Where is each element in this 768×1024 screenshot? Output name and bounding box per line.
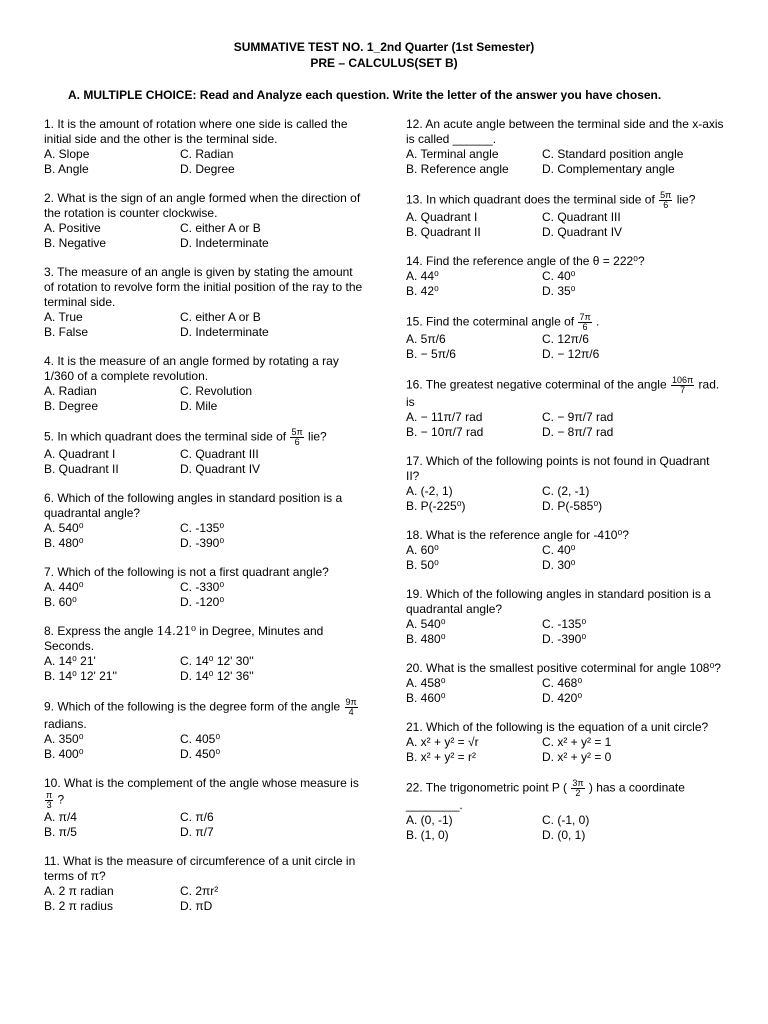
left-column — [44, 117, 364, 928]
answer-options — [44, 310, 364, 340]
answer-options — [406, 617, 726, 647]
answer-choice: D. − 8π/7 rad — [542, 425, 614, 439]
question-text: 15. Find the coterminal angle of — [406, 314, 578, 329]
test-subtitle: PRE – CALCULUS(SET B) — [310, 56, 458, 70]
fraction — [659, 191, 672, 210]
answer-choice: B. x² + y² = r² — [406, 750, 477, 764]
question-stem — [44, 698, 364, 732]
answer-choice: A. Quadrant I — [406, 210, 478, 224]
question-stem — [44, 776, 364, 810]
answer-choice: C. 12π/6 — [542, 332, 589, 346]
question-item — [406, 661, 726, 706]
question-text: 5. In which quadrant does the terminal side of — [44, 429, 290, 444]
answer-choice: C. -135⁰ — [180, 521, 225, 535]
answer-options — [44, 732, 364, 762]
answer-choice: A. 540⁰ — [406, 617, 446, 631]
answer-choice: B. Degree — [44, 399, 99, 413]
question-stem — [44, 428, 364, 447]
question-text: 13. In which quadrant does the terminal side of — [406, 192, 659, 207]
answer-choice: C. 40⁰ — [542, 269, 576, 283]
question-item — [44, 428, 364, 477]
question-stem: 3. The measure of an angle is given by stating the amount of rotation to revolve form the initial position of the ray to the terminal side. — [44, 265, 363, 309]
answer-options — [44, 521, 364, 551]
answer-choice: C. -135⁰ — [542, 617, 587, 631]
fraction-numerator: 9π — [345, 697, 357, 707]
question-stem: 20. What is the smallest positive coterminal for angle 108⁰? — [406, 661, 721, 675]
question-item — [44, 698, 364, 762]
question-item — [44, 776, 364, 840]
instructions: A. MULTIPLE CHOICE: Read and Analyze each question. Write the letter of the answer you have chosen. — [68, 88, 662, 102]
fraction-denominator: 6 — [294, 437, 300, 447]
answer-options — [406, 410, 726, 440]
fraction-denominator: 7 — [680, 385, 686, 395]
answer-choice: B. Angle — [44, 162, 89, 176]
answer-choice: D. -120⁰ — [180, 595, 225, 609]
answer-options — [44, 580, 364, 610]
answer-choice: A. 44⁰ — [406, 269, 439, 283]
question-stem — [44, 624, 364, 654]
answer-choice: D. πD — [180, 899, 213, 913]
answer-choice: B. 50⁰ — [406, 558, 439, 572]
question-text: ? — [54, 792, 65, 807]
fraction — [290, 428, 303, 447]
fraction-numerator: π — [46, 790, 53, 800]
question-stem: 1. It is the amount of rotation where one side is called the initial side and the other is the terminal side. — [44, 117, 348, 146]
answer-choice: D. (0, 1) — [542, 828, 586, 842]
answer-choice: D. Degree — [180, 162, 235, 176]
question-stem: 21. Which of the following is the equation of a unit circle? — [406, 720, 709, 734]
question-item — [44, 191, 364, 251]
answer-choice: B. 460⁰ — [406, 691, 446, 705]
fraction-numerator: 5π — [660, 190, 672, 200]
answer-choice: A. 440⁰ — [44, 580, 84, 594]
question-item — [406, 191, 726, 240]
question-stem — [406, 376, 726, 410]
question-stem: 6. Which of the following angles in standard position is a quadrantal angle? — [44, 491, 343, 520]
answer-choice: B. (1, 0) — [406, 828, 449, 842]
question-stem — [406, 779, 726, 813]
answer-options — [406, 813, 726, 843]
question-stem: 18. What is the reference angle for -410⁰? — [406, 528, 629, 542]
answer-choice: D. -390⁰ — [180, 536, 225, 550]
fraction-numerator: 106π — [671, 375, 694, 385]
question-item — [44, 265, 364, 340]
question-text: 22. The trigonometric point P ( — [406, 780, 571, 795]
question-stem: 2. What is the sign of an angle formed when the direction of the rotation is counter clockwise. — [44, 191, 361, 220]
fraction-numerator: 5π — [291, 427, 303, 437]
answer-options — [406, 210, 726, 240]
answer-choice: C. 468⁰ — [542, 676, 583, 690]
answer-choice: C. either A or B — [180, 310, 261, 324]
question-text: lie? — [673, 192, 696, 207]
answer-options — [44, 147, 364, 177]
question-stem: 19. Which of the following angles in standard position is a quadrantal angle? — [406, 587, 711, 616]
question-stem: 7. Which of the following is not a first quadrant angle? — [44, 565, 329, 579]
answer-choice: B. Negative — [44, 236, 107, 250]
fraction-denominator: 4 — [348, 707, 354, 717]
answer-choice: C. 405⁰ — [180, 732, 221, 746]
answer-choice: C. -330⁰ — [180, 580, 225, 594]
fraction — [345, 698, 358, 717]
question-text: 16. The greatest negative coterminal of the angle — [406, 377, 670, 392]
fraction — [45, 791, 53, 810]
question-stem — [406, 313, 726, 332]
answer-choice: D. Quadrant IV — [180, 462, 261, 476]
question-item — [406, 376, 726, 440]
answer-choice: C. Quadrant III — [542, 210, 621, 224]
answer-choice: B. 2 π radius — [44, 899, 113, 913]
test-title: SUMMATIVE TEST NO. 1_2nd Quarter (1st Semester) — [233, 40, 535, 54]
answer-choice: B. π/5 — [44, 825, 77, 839]
answer-choice: C. 2πr² — [180, 884, 219, 898]
answer-choice: A. 458⁰ — [406, 676, 446, 690]
answer-choice: C. Revolution — [180, 384, 253, 398]
fraction-numerator: 3π — [572, 778, 584, 788]
question-text: . — [592, 314, 600, 329]
question-item — [406, 117, 726, 177]
question-text: 9. Which of the following is the degree form of the angle — [44, 699, 344, 714]
question-item — [44, 854, 364, 914]
answer-options — [44, 447, 364, 477]
right-column — [406, 117, 726, 857]
answer-choice: C. (2, -1) — [542, 484, 590, 498]
answer-choice: C. Standard position angle — [542, 147, 684, 161]
question-item — [406, 779, 726, 843]
answer-choice: D. P(-585⁰) — [542, 499, 603, 513]
answer-choice: A. x² + y² = √r — [406, 735, 479, 749]
answer-choice: A. 60⁰ — [406, 543, 439, 557]
answer-choice: D. Mile — [180, 399, 218, 413]
answer-choice: D. x² + y² = 0 — [542, 750, 612, 764]
answer-choice: C. Radian — [180, 147, 234, 161]
answer-choice: D. 35⁰ — [542, 284, 576, 298]
answer-choice: C. 40⁰ — [542, 543, 576, 557]
question-text: in Degree, Minutes and Seconds. — [44, 624, 324, 653]
answer-choice: B. Reference angle — [406, 162, 509, 176]
answer-choice: B. 480⁰ — [406, 632, 446, 646]
answer-choice: A. Slope — [44, 147, 90, 161]
answer-choice: A. (-2, 1) — [406, 484, 453, 498]
fraction-denominator: 6 — [582, 322, 588, 332]
answer-choice: C. 14⁰ 12' 30'' — [180, 654, 254, 668]
answer-choice: A. 14⁰ 21' — [44, 654, 96, 668]
question-text: rad. is — [406, 377, 720, 409]
answer-choice: A. − 11π/7 rad — [406, 410, 483, 424]
answer-choice: A. 350⁰ — [44, 732, 84, 746]
answer-choice: C. (-1, 0) — [542, 813, 590, 827]
answer-choice: C. x² + y² = 1 — [542, 735, 612, 749]
answer-choice: D. − 12π/6 — [542, 347, 600, 361]
answer-choice: C. − 9π/7 rad — [542, 410, 614, 424]
answer-options — [406, 543, 726, 573]
answer-options — [44, 221, 364, 251]
answer-options — [44, 384, 364, 414]
answer-choice: A. Radian — [44, 384, 97, 398]
fraction-numerator: 7π — [579, 312, 591, 322]
answer-choice: A. 2 π radian — [44, 884, 114, 898]
answer-options — [44, 654, 364, 684]
question-text: 10. What is the complement of the angle whose measure is — [44, 776, 359, 790]
question-text: 8. Express the angle — [44, 624, 157, 638]
answer-choice: A. 5π/6 — [406, 332, 446, 346]
answer-options — [406, 735, 726, 765]
answer-options — [44, 810, 364, 840]
answer-choice: D. 14⁰ 12' 36'' — [180, 669, 254, 683]
answer-choice: B. 480⁰ — [44, 536, 84, 550]
fraction-denominator: 3 — [46, 800, 52, 810]
answer-choice: D. -390⁰ — [542, 632, 587, 646]
answer-choice: A. 540⁰ — [44, 521, 84, 535]
answer-choice: D. 30⁰ — [542, 558, 576, 572]
answer-choice: D. Quadrant IV — [542, 225, 623, 239]
answer-choice: C. either A or B — [180, 221, 261, 235]
answer-choice: A. True — [44, 310, 83, 324]
answer-options — [406, 147, 726, 177]
answer-choice: B. Quadrant II — [44, 462, 119, 476]
question-item — [44, 565, 364, 610]
question-text: ) has a coordinate ________. — [406, 780, 685, 812]
answer-choice: D. π/7 — [180, 825, 214, 839]
answer-choice: B. − 5π/6 — [406, 347, 456, 361]
question-stem: 12. An acute angle between the terminal side and the x-axis is called ______. — [406, 117, 724, 146]
answer-choice: C. π/6 — [180, 810, 214, 824]
answer-choice: A. (0, -1) — [406, 813, 453, 827]
question-stem: 11. What is the measure of circumference of a unit circle in terms of π? — [44, 854, 356, 883]
question-stem: 17. Which of the following points is not found in Quadrant II? — [406, 454, 710, 483]
fraction — [571, 779, 584, 798]
answer-choice: D. Complementary angle — [542, 162, 675, 176]
answer-choice: C. Quadrant III — [180, 447, 259, 461]
answer-choice: A. Terminal angle — [406, 147, 499, 161]
fraction — [671, 376, 694, 395]
math-value: 14.21⁰ — [156, 624, 196, 638]
answer-options — [44, 884, 364, 914]
answer-choice: B. 14⁰ 12' 21'' — [44, 669, 118, 683]
answer-choice: A. π/4 — [44, 810, 77, 824]
answer-options — [406, 269, 726, 299]
question-stem: 14. Find the reference angle of the θ = 222⁰? — [406, 254, 645, 268]
fraction-denominator: 2 — [575, 788, 581, 798]
answer-choice: B. 42⁰ — [406, 284, 439, 298]
fraction — [578, 313, 591, 332]
question-item — [44, 491, 364, 551]
question-item — [406, 313, 726, 362]
question-item — [44, 117, 364, 177]
question-stem — [406, 191, 726, 210]
question-item — [406, 587, 726, 647]
fraction-denominator: 6 — [663, 200, 669, 210]
question-item — [406, 254, 726, 299]
answer-choice: D. Indeterminate — [180, 325, 269, 339]
question-text: radians. — [44, 717, 87, 731]
answer-choice: B. 400⁰ — [44, 747, 84, 761]
question-item — [44, 624, 364, 684]
answer-choice: A. Quadrant I — [44, 447, 116, 461]
answer-options — [406, 676, 726, 706]
question-text: lie? — [304, 429, 327, 444]
answer-choice: B. 60⁰ — [44, 595, 77, 609]
question-item — [406, 720, 726, 765]
answer-choice: D. 450⁰ — [180, 747, 221, 761]
answer-options — [406, 484, 726, 514]
question-item — [44, 354, 364, 414]
answer-choice: B. False — [44, 325, 89, 339]
question-item — [406, 454, 726, 514]
answer-choice: B. − 10π/7 rad — [406, 425, 484, 439]
question-stem: 4. It is the measure of an angle formed by rotating a ray 1/360 of a complete revolution. — [44, 354, 339, 383]
question-item — [406, 528, 726, 573]
answer-choice: A. Positive — [44, 221, 101, 235]
answer-choice: D. Indeterminate — [180, 236, 269, 250]
answer-options — [406, 332, 726, 362]
answer-choice: D. 420⁰ — [542, 691, 583, 705]
answer-choice: B. Quadrant II — [406, 225, 481, 239]
answer-choice: B. P(-225⁰) — [406, 499, 466, 513]
